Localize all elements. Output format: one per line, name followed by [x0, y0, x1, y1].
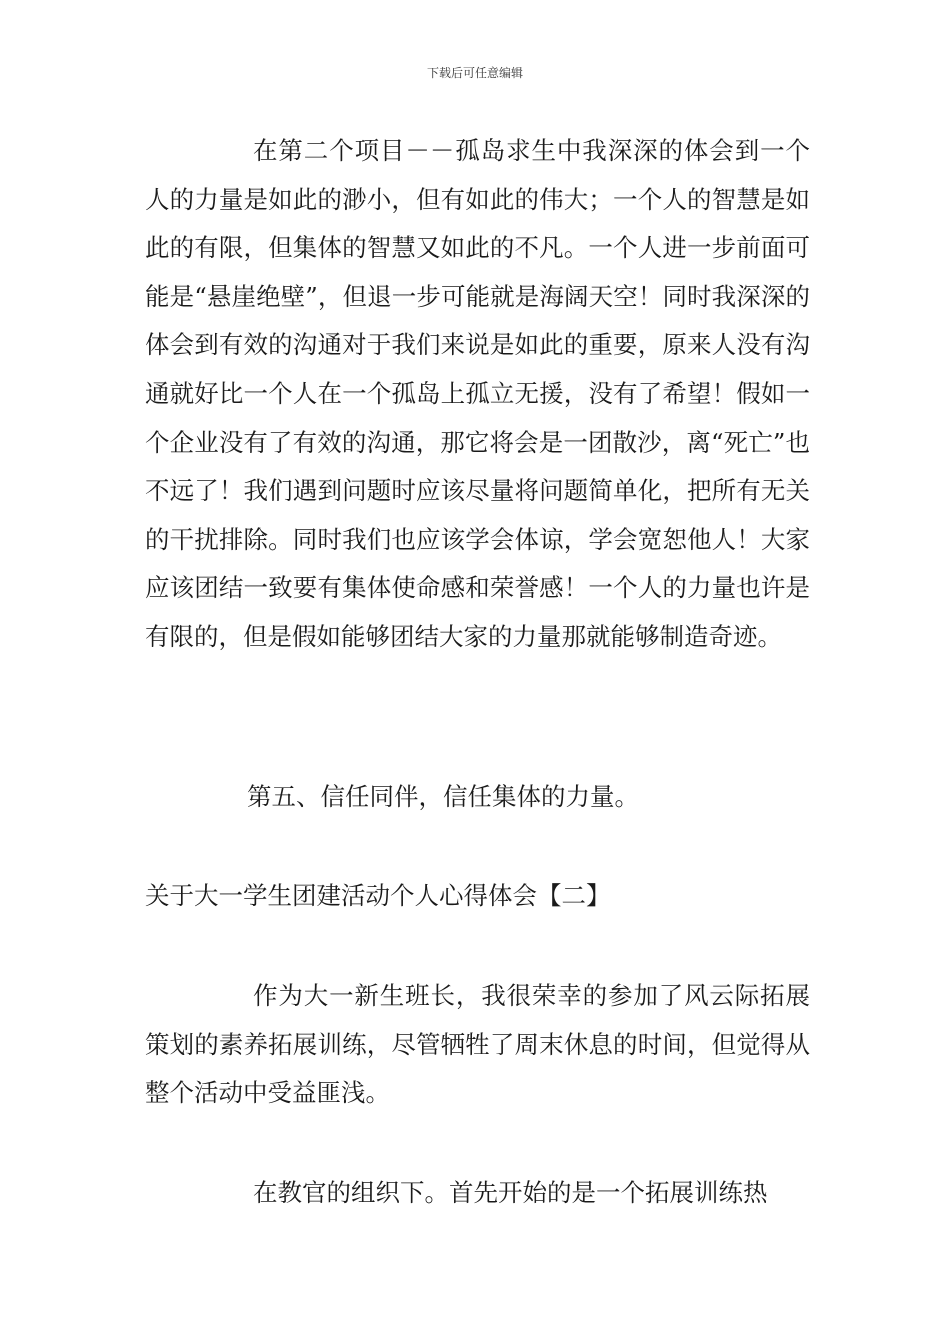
body-paragraph-2: 第五、信任同伴，信任集体的力量。: [247, 782, 639, 811]
body-paragraph-3: 作为大一新生班长，我很荣幸的参加了风云际拓展策划的素养拓展训练，尽管牺牲了周末休息的时间，但觉得从整个活动中受益匪浅。: [145, 981, 810, 1108]
body-paragraph-1: 在第二个项目－－孤岛求生中我深深的体会到一个人的力量是如此的渺小，但有如此的伟大；一个人的智慧是如此的有限，但集体的智慧又如此的不凡。一个人进一步前面可能是“悬崖绝壁”，但退一步可能就是海阔天空！同时我深深的体会到有效的沟通对于我们来说是如此的重要，原来人没有沟通就好比一个人在一个孤岛上孤立无援，没有了希望！假如一个企业没有了有效的沟通，那它将会是一团散沙，离“死亡”也不远了！我们遇到问题时应该尽量将问题简单化，把所有无关的干扰排除。同时我们也应该学会体谅，学会宽恕他人！大家应该团结一致要有集体使命感和荣誉感！一个人的力量也许是有限的，但是假如能够团结大家的力量那就能够制造奇迹。: [145, 136, 810, 651]
body-paragraph-4: 在教官的组织下。首先开始的是一个拓展训练热: [253, 1178, 768, 1207]
page-header-note: 下载后可任意编辑: [426, 66, 523, 80]
section-title: 关于大一学生团建活动个人心得体会【二】: [145, 881, 611, 910]
